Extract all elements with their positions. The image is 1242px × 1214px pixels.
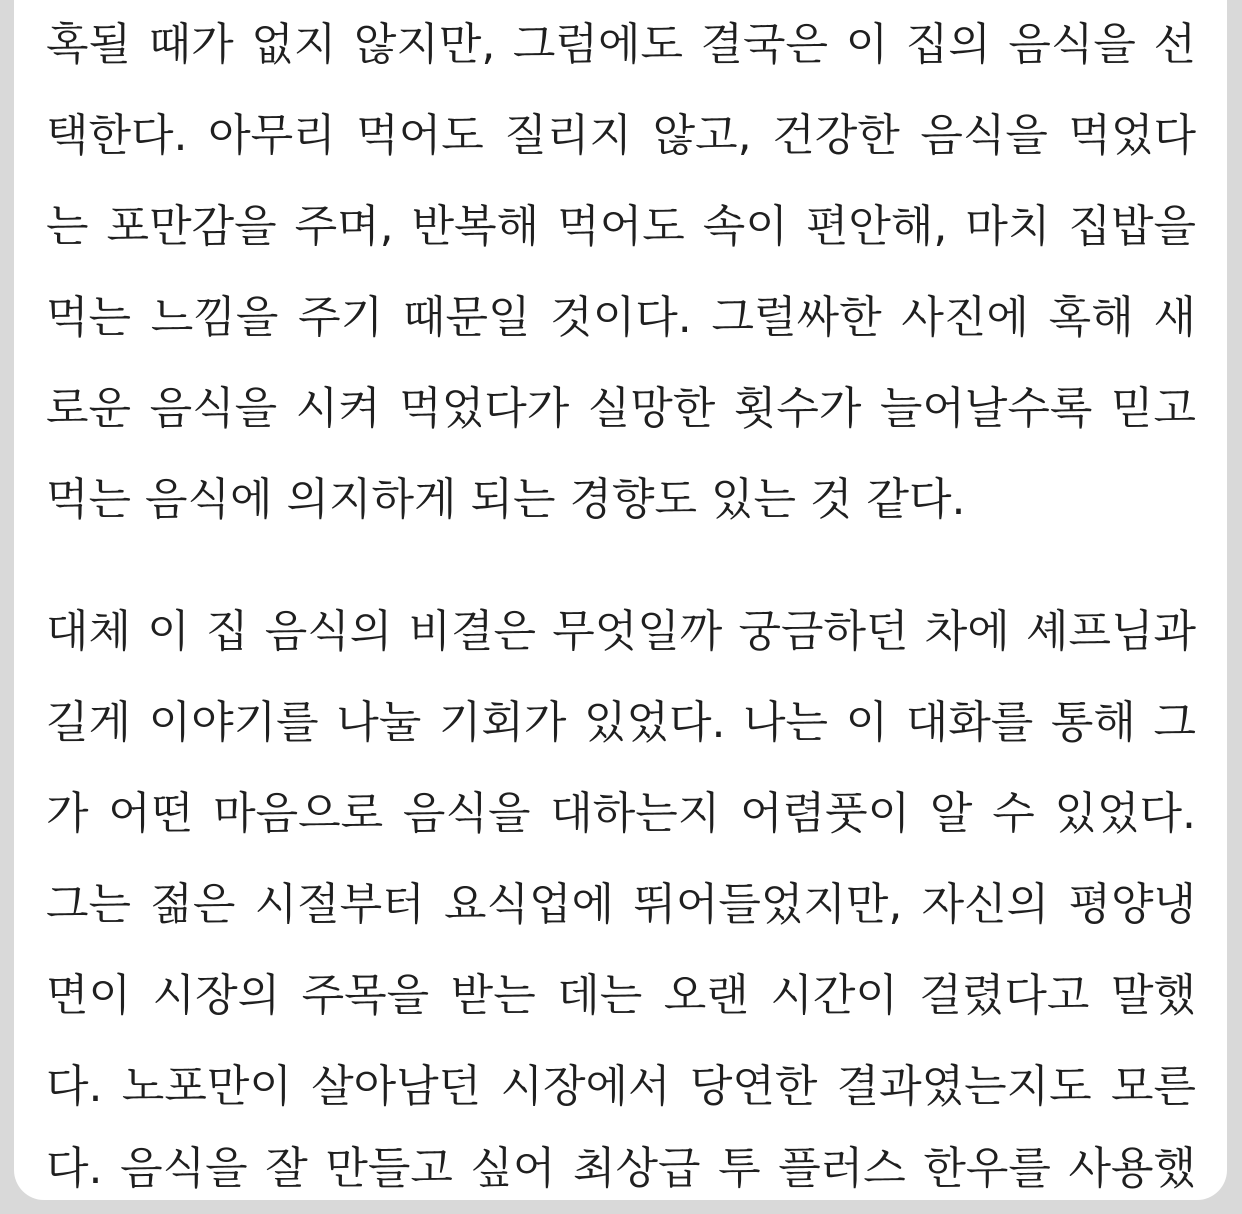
text-line: 다. 노포만이 살아남던 시장에서 당연한 결과였는지도 모른 — [46, 1061, 1196, 1112]
text-line: 그는 젊은 시절부터 요식업에 뛰어들었지만, 자신의 평양냉 — [46, 879, 1196, 930]
text-line: 는 포만감을 주며, 반복해 먹어도 속이 편안해, 마치 집밥을 — [46, 201, 1196, 252]
text-line: 면이 시장의 주목을 받는 데는 오랜 시간이 걸렸다고 말했 — [46, 970, 1196, 1021]
text-line: 다. 음식을 잘 만들고 싶어 최상급 투 플러스 한우를 사용했 — [46, 1143, 1196, 1194]
text-line: 먹는 느낌을 주기 때문일 것이다. 그럴싸한 사진에 혹해 새 — [46, 292, 1196, 343]
text-line: 택한다. 아무리 먹어도 질리지 않고, 건강한 음식을 먹었다 — [46, 110, 1196, 161]
text-line: 먹는 음식에 의지하게 되는 경향도 있는 것 같다. — [46, 474, 966, 525]
text-line: 가 어떤 마음으로 음식을 대하는지 어렴풋이 알 수 있었다. — [46, 788, 1196, 839]
article-card — [14, 0, 1227, 1200]
text-line: 길게 이야기를 나눌 기회가 있었다. 나는 이 대화를 통해 그 — [46, 697, 1197, 748]
text-line: 로운 음식을 시켜 먹었다가 실망한 횟수가 늘어날수록 믿고 — [46, 383, 1196, 434]
text-line: 대체 이 집 음식의 비결은 무엇일까 궁금하던 차에 셰프님과 — [46, 606, 1196, 657]
text-line: 혹될 때가 없지 않지만, 그럼에도 결국은 이 집의 음식을 선 — [46, 19, 1197, 70]
